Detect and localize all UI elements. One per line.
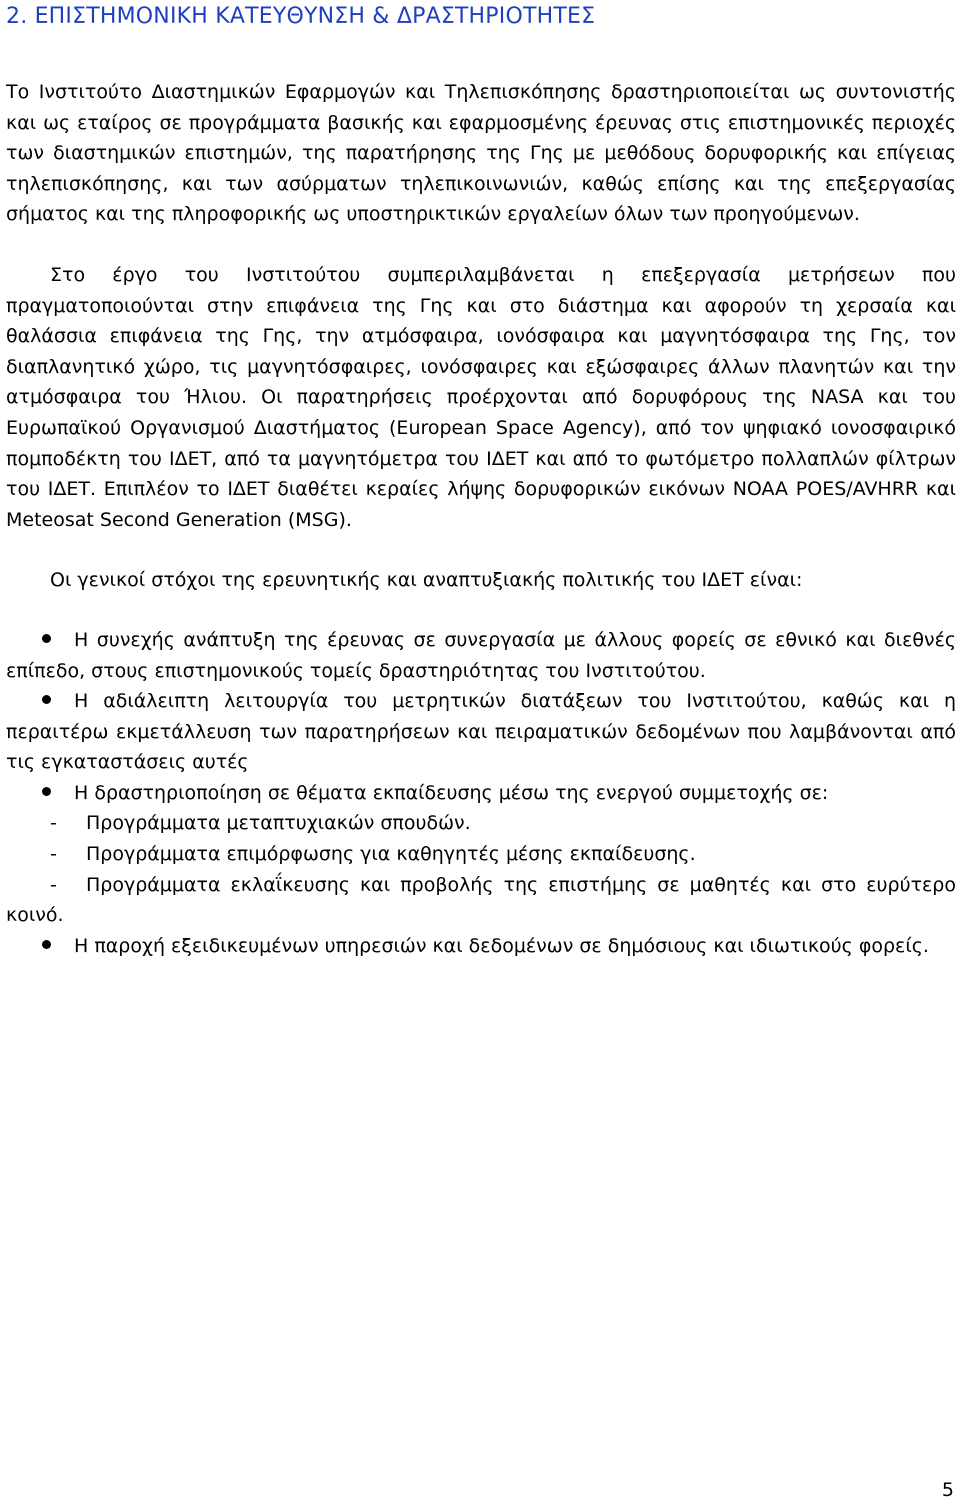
document-page [6,0,956,961]
goals-list [6,625,956,962]
list-item [6,931,956,962]
sub-list-item-text: Προγράμματα μεταπτυχιακών σπουδών. [86,812,471,835]
dash-marker: - [50,812,57,835]
section-heading: 2. ΕΠΙΣΤΗΜΟΝΙΚΗ ΚΑΤΕΥΘΥΝΣΗ & ΔΡΑΣΤΗΡΙΟΤΗΤΕΣ [6,4,596,29]
list-item-text: Η δραστηριοποίηση σε θέματα εκπαίδευσης μέσω της ενεργού συμμετοχής σε: [74,781,829,804]
sub-list-item [6,870,956,931]
sub-list-item-text: Προγράμματα εκλαΐκευσης και προβολής της επιστήμης σε μαθητές και στο ευρύτερο κοινό. [6,873,956,927]
goals-intro-paragraph: Οι γενικοί στόχοι της ερευνητικής και αναπτυξιακής πολιτικής του ΙΔΕΤ είναι: [50,569,803,592]
bullet-icon [42,634,51,643]
bullet-icon [42,695,51,704]
sub-list-item [6,839,956,870]
sub-list-item-text: Προγράμματα επιμόρφωσης για καθηγητές μέσης εκπαίδευσης. [86,843,696,866]
sub-list-item [6,808,956,839]
list-item [6,778,956,809]
page-number: 5 [941,1479,954,1501]
list-item-text: Η παροχή εξειδικευμένων υπηρεσιών και δεδομένων σε δημόσιους και ιδιωτικούς φορείς. [74,934,929,957]
bullet-icon [42,940,51,949]
list-item [6,686,956,778]
intro-paragraph: Το Ινστιτούτο Διαστημικών Εφαρμογών και Τηλεπισκόπησης δραστηριοποιείται ως συντονιστής και ως εταίρος σε προγράμματα βασικής και εφαρμοσμένης έρευνας στις επιστημονικές περιοχές των διαστημικών επιστημών, της παρατήρησης της Γης με μεθόδους δορυφορικής και επίγειας τηλεπισκόπησης, και των ασύρματων τηλεπικοινωνιών, καθώς επίσης και της επεξεργασίας σήματος και της πληροφορικής ως υποστηρικτικών εργαλείων όλων των προηγούμενων. [6,81,956,226]
work-paragraph: Στο έργο του Ινστιτούτου συμπεριλαμβάνεται η επεξεργασία μετρήσεων που πραγματοποιούνται στην επιφάνεια της Γης και στο διάστημα και αφορούν τη χερσαία και θαλάσσια επιφάνεια της Γης, την ατμόσφαιρα, ιονόσφαιρα και μαγνητόσφαιρα της Γης, τον διαπλανητικό χώρο, τις μαγνητόσφαιρες, ιονόσφαιρες και εξώσφαιρες άλλων πλανητών και την ατμόσφαιρα του Ήλιου. Οι παρατηρήσεις προέρχονται από δορυφόρους της NASA και του Ευρωπαϊκού Οργανισμού Διαστήματος (European Space Agency), από τον ψηφιακό ιονοσφαιρικό πομποδέκτη του ΙΔΕΤ, από τα μαγνητόμετρα του ΙΔΕΤ και από το φωτόμετρο πολλαπλών φίλτρων του ΙΔΕΤ. Επιπλέον το ΙΔΕΤ διαθέτει κεραίες λήψης δορυφορικών εικόνων NOAA POES/AVHRR και Meteosat Second Generation (MSG). [6,263,956,531]
bullet-icon [42,787,51,796]
dash-marker: - [50,873,57,896]
list-item-text: Η αδιάλειπτη λειτουργία του μετρητικών διατάξεων του Ινστιτούτου, καθώς και η περαιτέρω εκμετάλλευση των παρατηρήσεων και πειραματικών δεδομένων που λαμβάνονται από τις εγκαταστάσεις αυτές [6,690,956,774]
list-item-text: Η συνεχής ανάπτυξη της έρευνας σε συνεργασία με άλλους φορείς σε εθνικό και διεθνές επίπεδο, στους επιστημονικούς τομείς δραστηριότητας του Ινστιτούτου. [6,628,956,682]
dash-marker: - [50,843,57,866]
list-item [6,625,956,686]
